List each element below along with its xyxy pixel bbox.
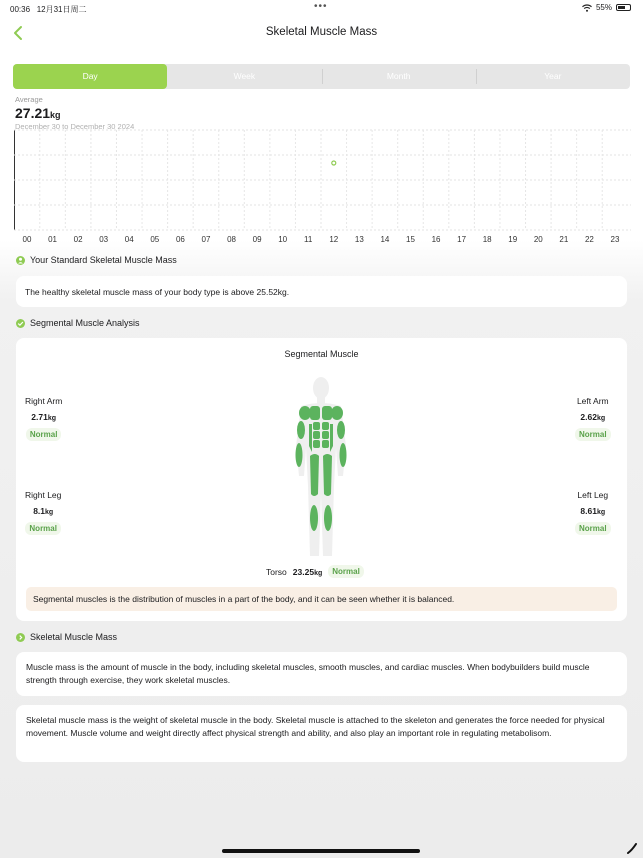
arrow-icon (16, 633, 25, 642)
segmental-heading-text: Segmental Muscle Analysis (30, 318, 140, 328)
left-arm (575, 396, 611, 441)
average-number: 27.21 (15, 105, 51, 121)
about-heading-text: Skeletal Muscle Mass (30, 632, 118, 642)
about-text-1: Muscle mass is the amount of muscle in the body, including skeletal muscles, smooth muscles, and cardiac muscles. When bodybuilders build muscle strength through exercise, they work skeletal muscles. (26, 662, 590, 685)
right-arm-value: 2.71kg (31, 412, 57, 422)
x-tick-label: 15 (406, 235, 415, 244)
standard-heading-text: Your Standard Skeletal Muscle Mass (30, 255, 177, 265)
average-label: Average (15, 95, 43, 104)
x-tick-label: 01 (48, 235, 58, 244)
x-tick-label: 07 (201, 235, 211, 244)
right-leg-label: Right Leg (25, 490, 62, 500)
right-leg-value: 8.1kg (33, 506, 54, 516)
tab-year[interactable] (476, 64, 630, 89)
x-tick-label: 00 (22, 235, 32, 244)
person-icon (16, 256, 25, 265)
x-tick-label: 04 (124, 235, 134, 244)
tab-divider (476, 69, 477, 84)
x-tick-label: 03 (99, 235, 109, 244)
x-tick-label: 16 (431, 235, 441, 244)
home-indicator[interactable] (222, 849, 420, 853)
tab-week-label: Week (233, 71, 256, 81)
x-tick-label: 23 (610, 235, 620, 244)
right-arm (25, 396, 62, 441)
x-tick-label: 10 (278, 235, 288, 244)
about-heading (16, 632, 117, 642)
left-arm-value: 2.62kg (580, 412, 606, 422)
status-bar (0, 0, 643, 16)
x-tick-label: 20 (533, 235, 543, 244)
date-range: December 30 to December 30 2024 (15, 122, 135, 131)
segmental-heading (16, 318, 140, 328)
check-icon (16, 319, 25, 328)
page-title: Skeletal Muscle Mass (265, 26, 378, 38)
segmental-card (16, 338, 627, 621)
left-leg (575, 490, 611, 535)
segmental-note: Segmental muscles is the distribution of muscles in a part of the body, and it can be seen whether it is balanced. (26, 587, 617, 611)
about-text-2: Skeletal muscle mass is the weight of skeletal muscle in the body. Skeletal muscle is attached to the skeleton and generates the force needed for physical movement. Muscle volume and weight directly affect physical strength and ability, and also play an important role in regulating metabolisom. (26, 715, 605, 738)
standard-text: The healthy skeletal muscle mass of your body type is above 25.52kg. (25, 287, 290, 297)
x-tick-label: 11 (304, 235, 313, 244)
battery-percent: 55% (595, 3, 612, 12)
period-tabs (13, 64, 630, 89)
x-tick-label: 06 (175, 235, 185, 244)
standard-card (16, 276, 627, 307)
tab-week[interactable] (167, 64, 321, 89)
tab-year-label: Year (544, 71, 562, 81)
tab-month-label: Month (386, 71, 411, 81)
x-tick-label: 18 (482, 235, 492, 244)
x-tick-label: 14 (380, 235, 390, 244)
x-tick-label: 21 (559, 235, 569, 244)
battery-icon (616, 4, 631, 11)
tab-day[interactable]: Day (13, 64, 167, 89)
torso-value: 23.25kg (292, 566, 323, 577)
x-tick-label: 19 (508, 235, 518, 244)
torso-label: Torso (266, 566, 287, 577)
x-tick-label: 22 (584, 235, 594, 244)
body-muscle-figure (286, 376, 356, 559)
x-tick-label: 17 (457, 235, 467, 244)
right-arm-status: Normal (26, 428, 62, 441)
x-tick-label: 08 (227, 235, 236, 244)
x-tick-label: 09 (252, 235, 262, 244)
average-unit: kg (50, 110, 61, 120)
right-arm-label: Right Arm (25, 396, 63, 406)
status-time: 00:36 12月31日周二 (10, 5, 87, 14)
wifi-icon (582, 4, 592, 12)
torso (266, 565, 364, 578)
pencil-icon[interactable] (626, 842, 638, 854)
left-leg-status: Normal (575, 522, 611, 535)
segmental-title: Segmental Muscle (284, 349, 359, 359)
x-tick-label: 12 (329, 235, 339, 244)
standard-heading (16, 255, 177, 265)
left-leg-label: Left Leg (577, 490, 609, 500)
left-arm-status: Normal (575, 428, 611, 441)
muscle-mass-chart[interactable] (14, 129, 631, 245)
right-leg-status: Normal (25, 522, 61, 535)
tab-month[interactable] (322, 64, 476, 89)
status-right (582, 3, 631, 12)
x-tick-label: 05 (150, 235, 160, 244)
about-card-1 (16, 652, 627, 696)
left-arm-label: Left Arm (576, 396, 609, 406)
right-leg (25, 490, 61, 535)
torso-status: Normal (328, 565, 364, 578)
average-value (15, 105, 61, 121)
x-tick-label: 13 (354, 235, 364, 244)
left-leg-value: 8.61kg (580, 506, 606, 516)
x-tick-label: 02 (73, 235, 83, 244)
data-point[interactable] (332, 161, 336, 165)
about-card-2 (16, 705, 627, 762)
tab-divider (322, 69, 323, 84)
multitasking-dots[interactable]: ••• (314, 1, 328, 12)
